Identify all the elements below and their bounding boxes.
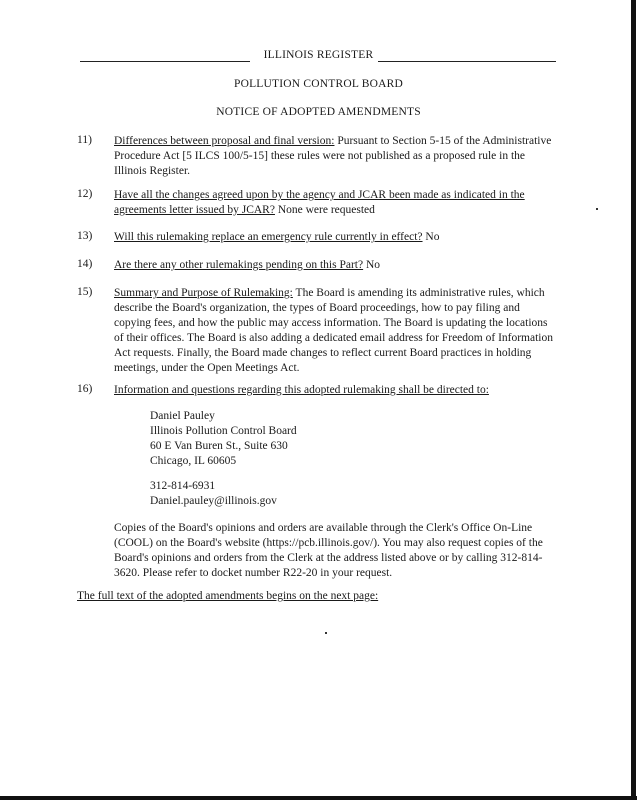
item-answer: None were requested xyxy=(274,204,375,216)
scan-edge-right xyxy=(631,0,636,800)
contact-name: Daniel Pauley xyxy=(150,410,215,422)
item-14-text xyxy=(114,258,559,273)
contact-street: 60 E Van Buren St., Suite 630 xyxy=(150,440,288,452)
item-15-text xyxy=(114,286,559,376)
item-question: Are there any other rulemakings pending on this Part? xyxy=(114,259,364,271)
item-question: Summary and Purpose of Rulemaking: xyxy=(114,287,293,299)
item-number: 12) xyxy=(77,188,93,200)
board-title: POLLUTION CONTROL BOARD xyxy=(233,78,403,90)
header-rule-left xyxy=(80,61,250,62)
item-13-text xyxy=(114,230,559,245)
scan-speck xyxy=(325,632,327,634)
item-answer: No xyxy=(363,259,381,271)
contact-org: Illinois Pollution Control Board xyxy=(150,425,297,437)
item-12-text xyxy=(114,188,559,218)
register-title: ILLINOIS REGISTER xyxy=(263,49,374,61)
item-answer: No xyxy=(422,231,440,243)
contact-email: Daniel.pauley@illinois.gov xyxy=(150,495,277,507)
item-number: 15) xyxy=(77,286,93,298)
notice-title: NOTICE OF ADOPTED AMENDMENTS xyxy=(216,106,421,118)
item-question: Have all the changes agreed upon by the agency and JCAR been made as indicated in the agreements letter issued by JCAR? xyxy=(114,189,525,216)
item-answer: Pursuant to Section 5-15 of the Administrative Procedure Act [5 ILCS 100/5-15] these rules were not published as a proposed rule in the Illinois Register. xyxy=(114,135,552,177)
copies-paragraph: Copies of the Board's opinions and orders are available through the Clerk's Office On-Line (COOL) on the Board's website (https://pcb.illinois.gov/). You may also request copies of the Board's opinions and orders from the Clerk at the address listed above or by calling 312-814-3620. Please refer to docket number R22-20 in your request. xyxy=(114,522,543,579)
item-number: 11) xyxy=(77,134,92,146)
item-question: Differences between proposal and final version: xyxy=(114,135,335,147)
contact-address xyxy=(150,409,450,469)
scan-edge-bottom xyxy=(0,796,637,800)
scan-speck xyxy=(596,208,598,210)
closing-line: The full text of the adopted amendments begins on the next page: xyxy=(77,590,379,602)
item-number: 16) xyxy=(77,383,93,395)
item-11-text xyxy=(114,134,559,179)
item-question: Information and questions regarding this adopted rulemaking shall be directed to: xyxy=(114,384,489,396)
header-rule-right xyxy=(378,61,556,62)
item-question: Will this rulemaking replace an emergency rule currently in effect? xyxy=(114,231,423,243)
item-16-text xyxy=(114,383,559,398)
contact-phone: 312-814-6931 xyxy=(150,480,216,492)
item-answer: The Board is amending its administrative rules, which describe the Board's organization, the types of Board proceedings, how to pay filing and copying fees, and how the public may access information. The Board is updating the locations of their offices. The Board is also adding a dedicated email address for Freedom of Information Act requests. Finally, the Board made changes to reflect current Board practices in holding meetings, under the Open Meetings Act. xyxy=(114,287,553,374)
item-number: 13) xyxy=(77,230,93,242)
contact-city: Chicago, IL 60605 xyxy=(150,455,237,467)
contact-details xyxy=(150,479,450,509)
item-number: 14) xyxy=(77,258,93,270)
